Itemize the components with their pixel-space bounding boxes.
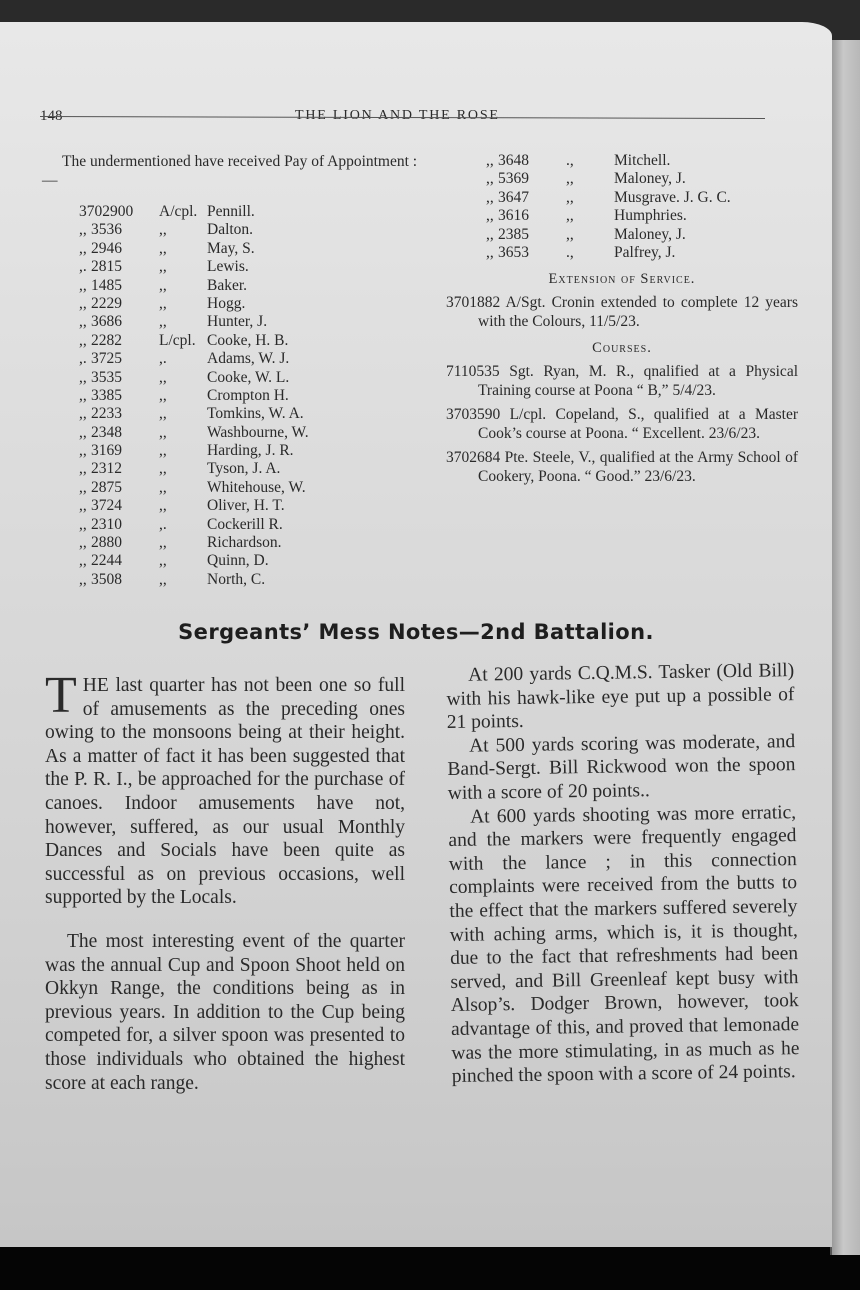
soldier-name: Hunter, J. xyxy=(207,313,268,331)
soldier-name: Dalton. xyxy=(207,221,254,239)
appointment-row xyxy=(486,244,798,262)
appointment-row xyxy=(79,313,422,331)
rank: ,, xyxy=(159,497,167,515)
article-paragraph xyxy=(45,667,405,910)
service-number: 3535 xyxy=(91,368,122,386)
appointment-row xyxy=(486,152,798,170)
rank: ,, xyxy=(159,294,167,312)
service-number: 2233 xyxy=(91,405,122,423)
soldier-name: Maloney, J. xyxy=(614,225,686,243)
ditto-mark: ,, xyxy=(486,243,494,261)
ditto-mark: ,. xyxy=(79,350,87,368)
ditto-mark: ,, xyxy=(79,313,87,331)
rank: ,, xyxy=(159,534,167,552)
ditto-mark: ,, xyxy=(79,276,87,294)
rank: ,, xyxy=(159,405,167,423)
appointment-row xyxy=(79,258,422,276)
ditto-mark: ,, xyxy=(79,442,87,460)
soldier-name: Baker. xyxy=(207,276,248,294)
rank: ,, xyxy=(159,368,167,386)
ditto-mark: ,, xyxy=(486,170,494,188)
soldier-name: Cooke, W. L. xyxy=(207,368,290,386)
ditto-mark: ,, xyxy=(79,221,87,239)
rank: ,, xyxy=(566,170,574,188)
soldier-name: Musgrave. J. G. C. xyxy=(614,188,731,206)
article-column-right xyxy=(446,659,800,1089)
page-number: 148 xyxy=(40,108,63,124)
ditto-mark: ,, xyxy=(79,497,87,515)
rank: ., xyxy=(566,243,574,261)
ditto-mark: ,, xyxy=(79,239,87,257)
soldier-name: Tyson, J. A. xyxy=(207,460,281,478)
article-paragraph: The most interesting event of the quarter was the annual Cup and Spoon Shoot held on Okkyn Range, the conditions being as in previous years. In addition to the Cup being competed for, a silver spoon was presented to those individuals who obtained the highest score at each range. xyxy=(45,930,405,1094)
service-number: 3647 xyxy=(498,188,529,206)
ditto-mark: ,, xyxy=(486,207,494,225)
soldier-name: Richardson. xyxy=(207,534,282,552)
appointment-row xyxy=(79,497,422,515)
appointment-list-right xyxy=(486,152,798,262)
service-number: 2880 xyxy=(91,534,122,552)
service-number: 2310 xyxy=(91,515,122,533)
appointment-row xyxy=(79,516,422,534)
appointment-row xyxy=(486,226,798,244)
appointment-row xyxy=(79,460,422,478)
courses-heading: Courses. xyxy=(592,340,652,357)
article-title: Sergeants’ Mess Notes—2nd Battalion. xyxy=(178,620,654,644)
ditto-mark: ,, xyxy=(79,294,87,312)
ditto-mark: ,, xyxy=(79,368,87,386)
appointment-row xyxy=(79,405,422,423)
service-number: 2875 xyxy=(91,478,122,496)
paragraph-text: HE last quarter has not been one so full of amusements as the preceding ones owing to the monsoons being at their height. As a matter of fact it has been suggested that the P. R. I., be approached for the purchase of canoes. Indoor amusements have not, however, suffered, as our usual Monthly Dances and Socials have been quite as successful as on previous occasions, well supported by the Locals. xyxy=(45,675,405,909)
service-number: 3385 xyxy=(91,386,122,404)
rank: A/cpl. xyxy=(159,203,198,220)
appointment-row xyxy=(79,277,422,295)
service-number: 1485 xyxy=(91,276,122,294)
rank: ,, xyxy=(159,258,167,276)
next-page-edge xyxy=(830,40,860,1255)
rank: ,, xyxy=(159,423,167,441)
appointment-row xyxy=(79,424,422,442)
appointment-row xyxy=(79,479,422,497)
appointment-row xyxy=(79,332,422,350)
service-number: 2282 xyxy=(91,331,122,349)
service-number: 2946 xyxy=(91,239,122,257)
service-number: 3648 xyxy=(498,152,529,169)
rank: ,, xyxy=(566,188,574,206)
rank: ,, xyxy=(159,478,167,496)
ditto-mark: ,, xyxy=(486,188,494,206)
soldier-name: Maloney, J. xyxy=(614,170,686,188)
service-number: 3169 xyxy=(91,442,122,460)
course-entry: 3703590 L/cpl. Copeland, S., qualified at a Master Cook’s course at Poona. “ Excellent. 23/6/23. xyxy=(446,406,798,443)
ditto-mark: ,, xyxy=(486,225,494,243)
rank: ., xyxy=(566,152,574,169)
rank: ,, xyxy=(159,221,167,239)
article-paragraph: At 500 yards scoring was moderate, and Band-Sergt. Bill Rickwood won the spoon with a score of 20 points.. xyxy=(447,730,796,804)
soldier-name: Mitchell. xyxy=(614,152,671,169)
course-entry: 3702684 Pte. Steele, V., qualified at the Army School of Cookery, Poona. “ Good.” 23/6/23. xyxy=(446,449,798,486)
ditto-mark: ,, xyxy=(79,331,87,349)
rank: ,, xyxy=(159,460,167,478)
service-number: 3702900 xyxy=(79,203,134,220)
ditto-mark: ,, xyxy=(79,534,87,552)
service-number: 2348 xyxy=(91,423,122,441)
ditto-mark: ,. xyxy=(79,258,87,276)
appointment-row xyxy=(79,350,422,368)
rank: ,. xyxy=(159,350,167,368)
soldier-name: Palfrey, J. xyxy=(614,243,676,261)
soldier-name: Hogg. xyxy=(207,294,246,312)
service-number: 2385 xyxy=(498,225,529,243)
soldier-name: Harding, J. R. xyxy=(207,442,294,460)
soldier-name: Crompton H. xyxy=(207,386,289,404)
page-header xyxy=(40,106,765,124)
appointment-row xyxy=(79,221,422,239)
pay-of-appointment-intro: The undermentioned have received Pay of Appointment :— xyxy=(42,153,418,189)
rank: L/cpl. xyxy=(159,331,196,349)
rank: ,, xyxy=(159,386,167,404)
course-entry: 7110535 Sgt. Ryan, M. R., qnalified at a Physical Training course at Poona “ B,” 5/4/23. xyxy=(446,363,798,400)
service-number: 2229 xyxy=(91,294,122,312)
service-number: 3725 xyxy=(91,350,122,368)
article-paragraph: At 200 yards C.Q.M.S. Tasker (Old Bill) with his hawk-like eye put up a possible of 21 points. xyxy=(446,660,795,734)
right-column-top xyxy=(446,152,798,491)
service-number: 2815 xyxy=(91,258,122,276)
appointment-row xyxy=(79,240,422,258)
rank: ,, xyxy=(566,207,574,225)
soldier-name: Quinn, D. xyxy=(207,552,269,570)
rank: ,, xyxy=(566,225,574,243)
rank: ,, xyxy=(159,276,167,294)
pay-of-appointment-section xyxy=(42,152,422,589)
appointment-row xyxy=(79,442,422,460)
ditto-mark: ,, xyxy=(79,405,87,423)
ditto-mark: ,, xyxy=(79,570,87,588)
soldier-name: Adams, W. J. xyxy=(207,350,290,368)
soldier-name: Humphries. xyxy=(614,207,687,225)
soldier-name: Whitehouse, W. xyxy=(207,478,306,496)
rank: ,. xyxy=(159,515,167,533)
ditto-mark: ,, xyxy=(79,423,87,441)
soldier-name: Oliver, H. T. xyxy=(207,497,285,515)
ditto-mark: ,, xyxy=(79,552,87,570)
soldier-name: Tomkins, W. A. xyxy=(207,405,304,423)
appointment-row xyxy=(79,534,422,552)
soldier-name: Washbourne, W. xyxy=(207,423,309,441)
appointment-row xyxy=(486,207,798,225)
ditto-mark: ,, xyxy=(79,386,87,404)
soldier-name: North, C. xyxy=(207,570,266,588)
soldier-name: Pennill. xyxy=(207,203,255,220)
appointment-row xyxy=(79,552,422,570)
rank: ,, xyxy=(159,239,167,257)
soldier-name: Cooke, H. B. xyxy=(207,331,289,349)
article-column-left xyxy=(45,667,405,1095)
appointment-row xyxy=(79,369,422,387)
service-number: 3536 xyxy=(91,221,122,239)
service-number: 5369 xyxy=(498,170,529,188)
appointment-row xyxy=(79,571,422,589)
soldier-name: Cockerill R. xyxy=(207,515,283,533)
appointment-row xyxy=(486,170,798,188)
rank: ,, xyxy=(159,570,167,588)
appointment-row xyxy=(79,387,422,405)
rank: ,, xyxy=(159,552,167,570)
soldier-name: Lewis. xyxy=(207,258,249,276)
appointment-row xyxy=(79,203,422,221)
service-number: 2312 xyxy=(91,460,122,478)
service-number: 3686 xyxy=(91,313,122,331)
service-number: 3724 xyxy=(91,497,122,515)
rank: ,, xyxy=(159,313,167,331)
ditto-mark: ,, xyxy=(79,478,87,496)
service-number: 3653 xyxy=(498,243,529,261)
drop-cap: T xyxy=(45,667,77,724)
service-number: 2244 xyxy=(91,552,122,570)
ditto-mark: ,, xyxy=(79,515,87,533)
running-title: THE LION AND THE ROSE xyxy=(295,108,500,123)
appointment-row xyxy=(79,295,422,313)
service-number: 3616 xyxy=(498,207,529,225)
ditto-mark: ,, xyxy=(79,460,87,478)
soldier-name: May, S. xyxy=(207,239,255,257)
extension-entry: 3701882 A/Sgt. Cronin extended to complete 12 years with the Colours, 11/5/23. xyxy=(446,294,798,331)
appointment-row xyxy=(486,189,798,207)
ditto-mark: ,, xyxy=(486,152,494,169)
rank: ,, xyxy=(159,442,167,460)
service-number: 3508 xyxy=(91,570,122,588)
article-paragraph: At 600 yards shooting was more erratic, and the markers were frequently engaged with the lance ; in this connection complaints were received from the butts to the effect that the markers suffered severely with aching arms, which is, it is thought, due to the fact that refreshments had been served, and Bill Greenleaf kept busy with Alsop’s. Dodger Brown, however, took advantage of this, and proved that lemonade was the more stimulating, in as much as he pinched the spoon with a score of 24 points. xyxy=(448,801,800,1088)
appointment-list-left xyxy=(79,203,422,589)
extension-of-service-heading: Extension of Service. xyxy=(548,271,696,288)
